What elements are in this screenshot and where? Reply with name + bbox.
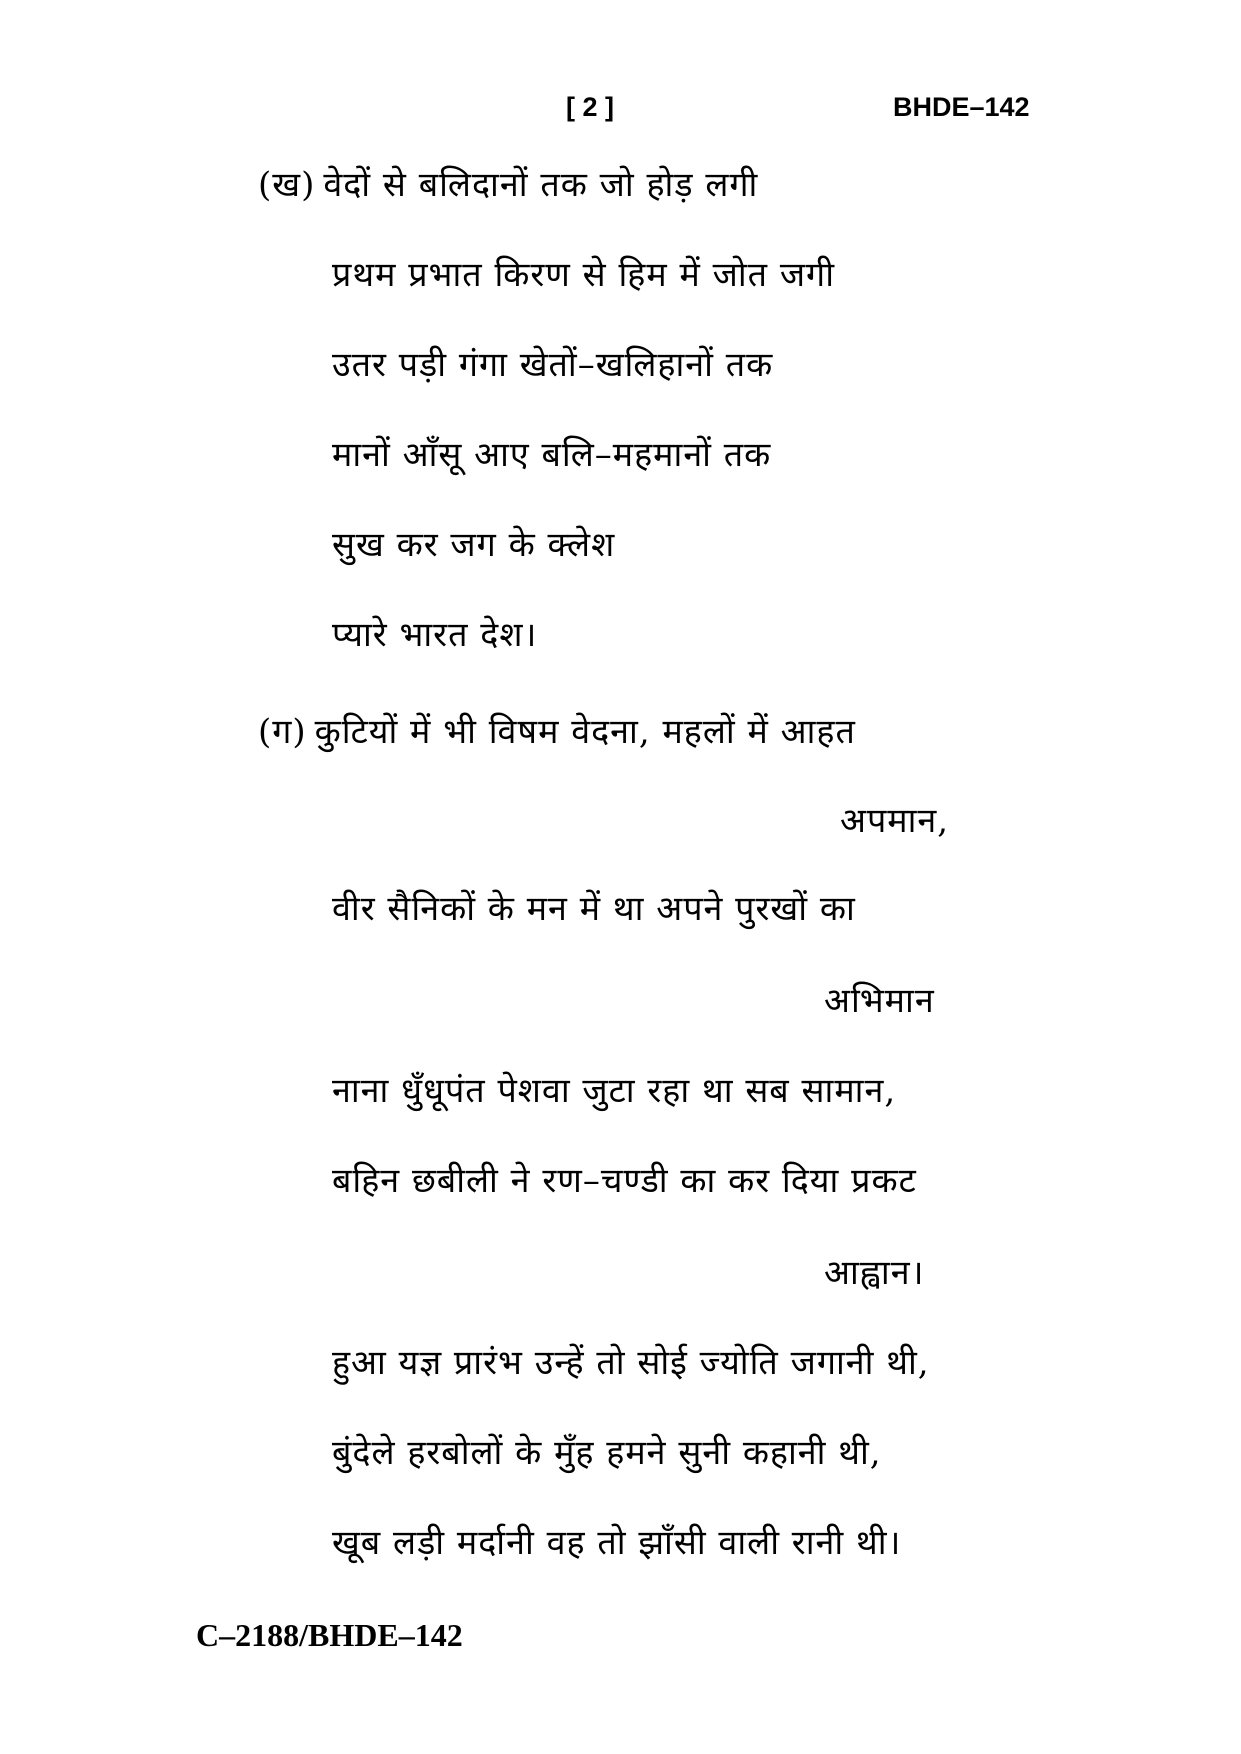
section-marker: (ग) <box>258 712 307 752</box>
poem-line: उतर पड़ी गंगा खेतों–खलिहानों तक <box>332 345 774 385</box>
poem-line: हुआ यज्ञ प्रारंभ उन्हें तो सोई ज्योति जगानी थी, <box>332 1343 930 1383</box>
poem-line: वीर सैनिकों के मन में था अपने पुरखों का <box>332 889 856 929</box>
poem-line <box>258 707 856 757</box>
page-number: [ 2 ] <box>566 92 615 122</box>
poem-line-continuation: आह्वान। <box>824 1253 925 1293</box>
footer-paper-code: C–2188/BHDE–142 <box>196 1617 463 1653</box>
poem-line: बहिन छबीली ने रण–चण्डी का कर दिया प्रकट <box>332 1161 917 1201</box>
poem-line-text: वेदों से बलिदानों तक जो होड़ लगी <box>323 165 759 205</box>
poem-line: सुख कर जग के क्लेश <box>332 525 616 565</box>
section-marker: (ख) <box>258 165 316 205</box>
poem-line: मानों आँसू आए बलि–महमानों तक <box>332 435 772 475</box>
poem-line: नाना धुँधूपंत पेशवा जुटा रहा था सब सामान, <box>332 1071 897 1111</box>
poem-line-continuation: अपमान, <box>840 801 950 841</box>
poem-line-text: कुटियों में भी विषम वेदना, महलों में आहत <box>314 712 856 752</box>
poem-line: प्रथम प्रभात किरण से हिम में जोत जगी <box>332 255 835 295</box>
poem-line: बुंदेले हरबोलों के मुँह हमने सुनी कहानी थी, <box>332 1433 882 1473</box>
poem-line: खूब लड़ी मर्दानी वह तो झाँसी वाली रानी थी। <box>332 1523 902 1563</box>
poem-line: प्यारे भारत देश। <box>332 615 538 655</box>
poem-line-continuation: अभिमान <box>824 981 935 1021</box>
poem-line <box>258 160 758 210</box>
paper-code-header: BHDE–142 <box>893 92 1030 122</box>
